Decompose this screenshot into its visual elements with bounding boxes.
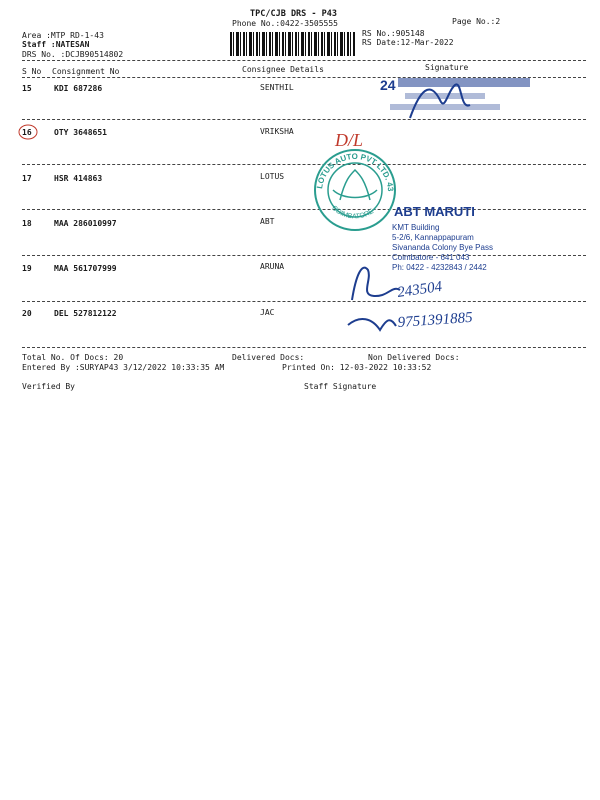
row-consignee: ARUNA xyxy=(260,262,285,271)
stamp-address-line: 5-2/6, Kannappapuram xyxy=(392,233,474,242)
handwritten-number: 243504 xyxy=(396,278,444,301)
row-consignee: LOTUS xyxy=(260,172,285,181)
signature-scribble xyxy=(352,268,400,300)
row-sno: 15 xyxy=(22,84,32,93)
stamp-address-line: Coimbatore - 641 043 xyxy=(392,253,470,262)
lotus-stamp xyxy=(315,150,395,230)
row-consignee: SENTHIL xyxy=(260,83,294,92)
signature-scribble xyxy=(348,319,396,330)
tamil-stamp xyxy=(380,77,530,118)
non-delivered-docs: Non Delivered Docs: xyxy=(368,353,460,362)
drs-number: DRS No. :DCJB90514802 xyxy=(22,50,124,59)
handwritten-phone: 9751391885 xyxy=(397,309,474,331)
circle-mark xyxy=(19,125,37,139)
column-sno: S No xyxy=(22,67,42,76)
staff-field: Staff :NATESAN xyxy=(22,40,90,49)
row-consignee: ABT xyxy=(260,217,275,226)
row-consignee: VRIKSHA xyxy=(260,127,294,136)
rs-number: RS No.:905148 xyxy=(362,29,425,38)
row-consignment: OTY 3648651 xyxy=(54,128,107,137)
row-consignment: DEL 527812122 xyxy=(54,309,117,318)
verified-by: Verified By xyxy=(22,382,75,391)
abt-stamp xyxy=(392,204,493,272)
row-sno: 20 xyxy=(22,309,32,318)
phone-number: Phone No.:0422-3505555 xyxy=(232,19,338,28)
row-consignment: KDI 687286 xyxy=(54,84,103,93)
stamp-address-line: KMT Building xyxy=(392,223,440,232)
stamp-text-line xyxy=(405,93,485,99)
row-sno: 19 xyxy=(22,264,32,273)
stamp-text-line xyxy=(390,104,500,110)
svg-text:COIMBATORE xyxy=(330,205,375,221)
column-signature: Signature xyxy=(425,63,469,72)
stamp-ring-text: LOTUS AUTO PVT LTD. 43 xyxy=(315,151,396,192)
row-sno: 18 xyxy=(22,219,32,228)
svg-text:LOTUS AUTO PVT LTD. 43 xyxy=(315,152,395,192)
signature-scribble xyxy=(410,84,470,118)
stamp-company-name: ABT MARUTI xyxy=(394,204,475,219)
row-consignment: HSR 414863 xyxy=(54,174,103,183)
area-field: Area :MTP RD-1-43 xyxy=(22,31,104,40)
column-consignee: Consignee Details xyxy=(242,65,324,74)
stamp-address-line: Ph: 0422 - 4232843 / 2442 xyxy=(392,263,487,272)
stamp-city-text: COIMBATORE xyxy=(330,204,376,221)
document-title: TPC/CJB DRS - P43 xyxy=(250,9,337,19)
dl-mark: D/L xyxy=(335,130,364,150)
printed-on: Printed On: 12-03-2022 10:33:52 xyxy=(282,363,432,372)
total-docs: Total No. Of Docs: 20 xyxy=(22,353,124,362)
row-consignment: MAA 286010997 xyxy=(54,219,117,228)
staff-signature-label: Staff Signature xyxy=(304,382,377,391)
lotus-icon-base xyxy=(333,190,377,198)
delivered-docs: Delivered Docs: xyxy=(232,353,305,362)
row-sno: 17 xyxy=(22,174,32,183)
lotus-icon xyxy=(340,170,370,200)
stamp-text-line xyxy=(398,78,530,87)
column-consignment: Consignment No xyxy=(52,67,120,76)
row-consignee: JAC xyxy=(260,308,275,317)
page-number: Page No.:2 xyxy=(452,17,501,26)
tamil-stamp-number: 24 xyxy=(380,77,396,93)
rs-date: RS Date:12-Mar-2022 xyxy=(362,38,454,47)
stamp-address-line: Sivananda Colony Bye Pass xyxy=(392,243,493,252)
entered-by: Entered By :SURYAP43 3/12/2022 10:33:35 AM xyxy=(22,363,225,372)
row-consignment: MAA 561707999 xyxy=(54,264,117,273)
row-sno: 16 xyxy=(22,128,32,137)
